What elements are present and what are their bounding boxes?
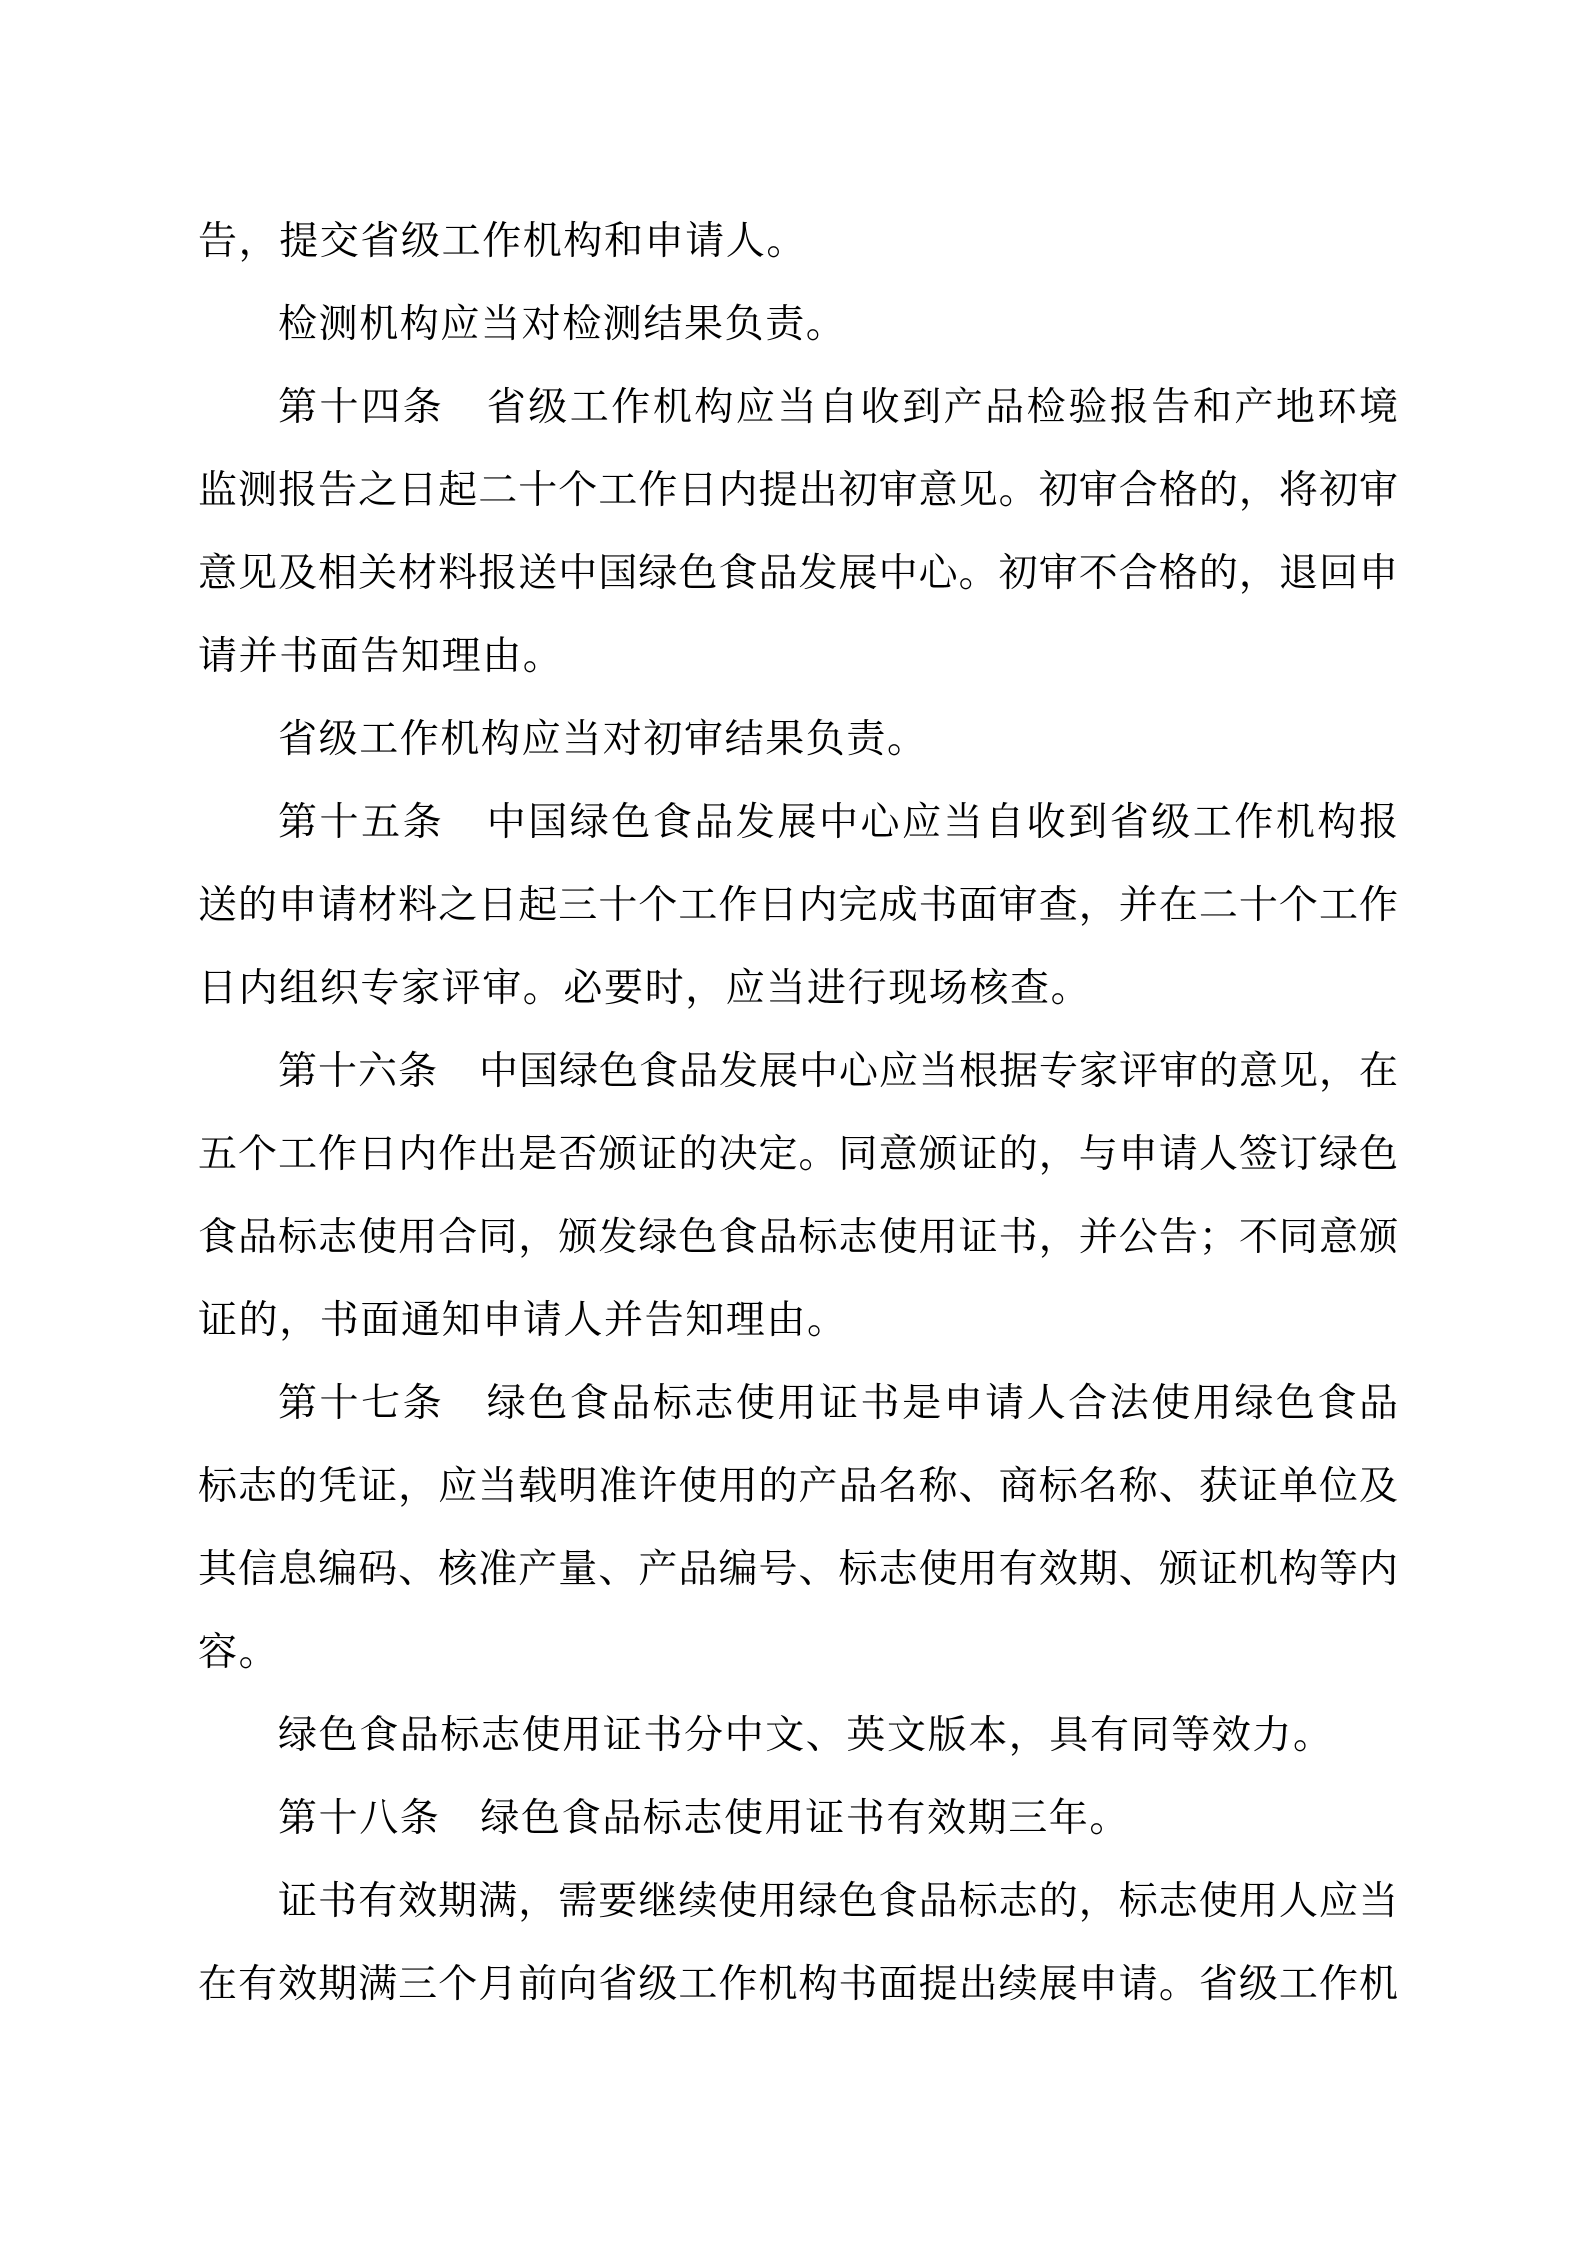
text-line: 五个工作日内作出是否颁证的决定。同意颁证的，与申请人签订绿色 [198,1132,1398,1177]
text-line: 容。 [198,1630,280,1675]
text-line: 其信息编码、核准产量、产品编号、标志使用有效期、颁证机构等内 [198,1547,1398,1592]
article-text: 中国绿色食品发展中心应当自收到省级工作机构报 [484,800,1398,845]
article-17-heading-line [198,1362,1398,1445]
text-line: 证的，书面通知申请人并告知理由。 [198,1298,848,1343]
article-text: 绿色食品标志使用证书有效期三年。 [480,1796,1131,1841]
text-line: 在有效期满三个月前向省级工作机构书面提出续展申请。省级工作机 [198,1962,1398,2007]
article-text: 省级工作机构应当自收到产品检验报告和产地环境 [484,385,1398,430]
paragraph-start: 检测机构应当对检测结果负责。 [278,302,847,347]
paragraph-start: 省级工作机构应当对初审结果负责。 [278,717,928,762]
article-number: 第十四条 [278,385,445,430]
text-line: 送的申请材料之日起三十个工作日内完成书面审查，并在二十个工作 [198,883,1398,928]
article-16-heading-line [198,1030,1398,1113]
article-number: 第十八条 [278,1796,441,1841]
text-line: 标志的凭证，应当载明准许使用的产品名称、商标名称、获证单位及 [198,1464,1398,1509]
text-line: 告，提交省级工作机构和申请人。 [198,219,808,264]
text-line: 意见及相关材料报送中国绿色食品发展中心。初审不合格的，退回申 [198,551,1398,596]
article-18-heading-line [198,1777,1398,1860]
article-number: 第十七条 [278,1381,445,1426]
text-line: 请并书面告知理由。 [198,634,564,679]
text-line: 食品标志使用合同，颁发绿色食品标志使用证书，并公告；不同意颁 [198,1215,1398,1260]
article-number: 第十六条 [278,1049,438,1094]
body-text [198,200,1398,2026]
text-line: 日内组织专家评审。必要时，应当进行现场核查。 [198,966,1092,1011]
article-14-heading-line [198,366,1398,449]
paragraph-start: 绿色食品标志使用证书分中文、英文版本，具有同等效力。 [278,1713,1334,1758]
text-line: 监测报告之日起二十个工作日内提出初审意见。初审合格的，将初审 [198,468,1398,513]
paragraph-start: 证书有效期满，需要继续使用绿色食品标志的，标志使用人应当 [278,1879,1398,1924]
article-15-heading-line [198,781,1398,864]
article-text: 中国绿色食品发展中心应当根据专家评审的意见，在 [478,1049,1398,1094]
article-number: 第十五条 [278,800,445,845]
article-text: 绿色食品标志使用证书是申请人合法使用绿色食品 [484,1381,1398,1426]
